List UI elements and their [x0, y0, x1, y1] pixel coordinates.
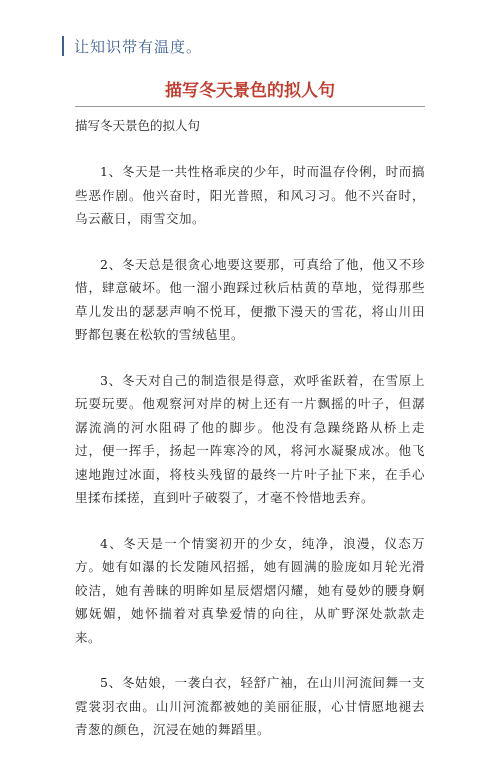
paragraph-1: 1、冬天是一共性格乖戾的少年，时而温存伶俐，时而搞些恶作剧。他兴奋时，阳光普照，和风习习。他不兴奋时，乌云蔽日，雨雪交加。 — [75, 164, 425, 226]
document-body — [75, 116, 425, 764]
title-divider — [75, 106, 425, 107]
paragraph-4: 4、冬天是一个情窦初开的少女，纯净，浪漫，仪态万方。她有如瀑的长发随风招摇，她有圆满的脸庞如月轮光滑皎洁，她有善睐的明眸如星辰熠熠闪耀，她有曼妙的腰身婀娜妩媚，她怀揣着对真挚爱情的向往，从旷野深处款款走来。 — [75, 535, 425, 645]
header-slogan-bar — [62, 36, 202, 56]
document-title: 描写冬天景色的拟人句 — [165, 81, 335, 101]
document-subtitle: 描写冬天景色的拟人句 — [75, 118, 201, 133]
paragraph-5: 5、冬姑娘，一袭白衣，轻舒广袖，在山川河流间舞一支霓裳羽衣曲。山川河流都被她的美丽征服，心甘情愿地褪去青葱的颜色，沉浸在她的舞蹈里。 — [75, 675, 425, 737]
paragraph-3: 3、冬天对自己的制造很是得意，欢呼雀跃着，在雪原上玩耍玩要。他观察河对岸的树上还有一片飘摇的叶子，但潺潺流淌的河水阻碍了他的脚步。他没有急躁绕路从桥上走过，便一挥手，扬起一阵寒冷的风，将河水凝聚成冰。他飞速地跑过冰面，将枝头残留的最终一片叶子扯下来，在手心里揉布揉搓，直到叶子破裂了，才毫不怜惜地丢弃。 — [75, 372, 425, 505]
paragraph-2: 2、冬天总是很贪心地要这要那，可真给了他，他又不珍惜，肆意破坏。他一溜小跑踩过秋后枯黄的草地，觉得那些草儿发出的瑟瑟声响不悦耳，便撒下漫天的雪花，将山川田野都包裹在松软的雪绒毡里。 — [75, 256, 425, 342]
header-slogan: 让知识带有温度。 — [74, 37, 203, 56]
